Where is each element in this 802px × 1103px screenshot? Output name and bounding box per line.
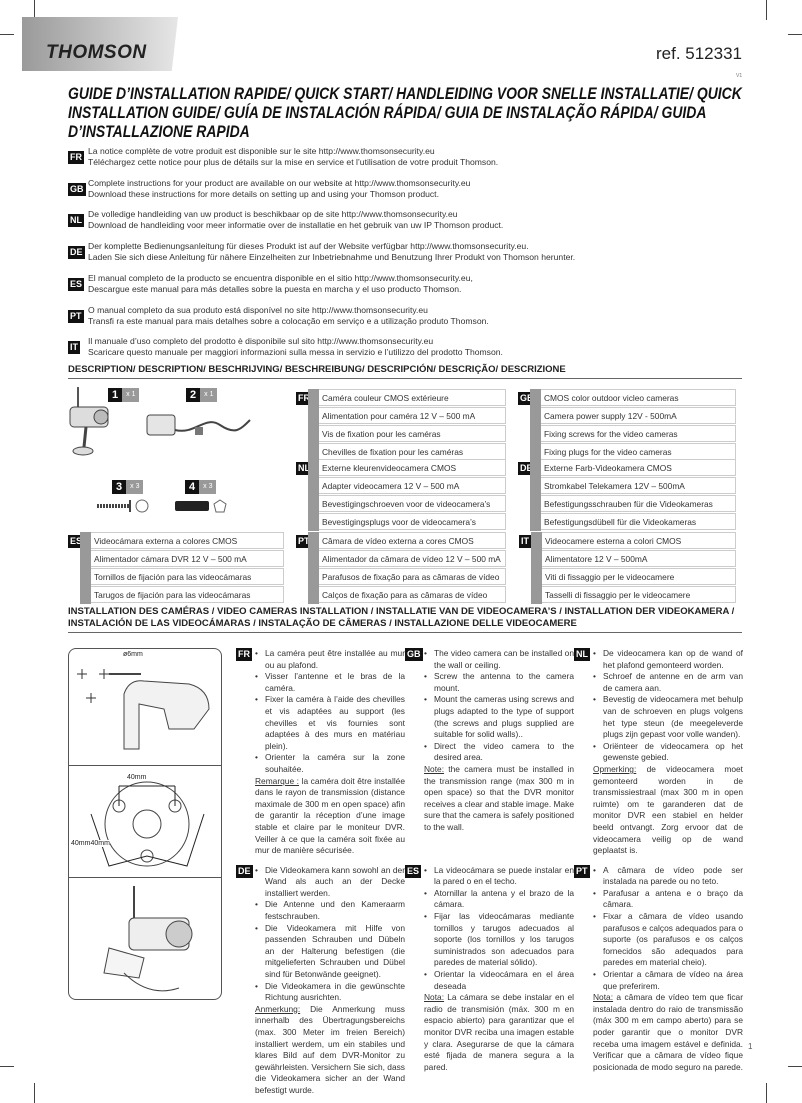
page-title: GUIDE D’INSTALLATION RAPIDE/ QUICK START/ HANDLEIDING VOOR SNELLE INSTALLATIE/ QUICK INSTALLATION GUIDE/ GUÍA DE INSTALACIÓN RÁPIDA/ GUIA DE INSTALAÇÃO RÁPIDA/ GUIDA D’INSTALLAZIONE RAPIDA — [68, 84, 742, 141]
instruction-step: • Orienter la caméra sur la zone souhaitée. — [255, 752, 405, 775]
item-label: Tasselli di fissaggio per le videocamere — [545, 590, 691, 600]
intro-line-1: De volledige handleiding van uw product is beschikbaar op de site http://www.thomsonsecurity.eu — [88, 209, 458, 220]
instruction-step: • Oriënteer de videocamera op het gewenste gebied. — [593, 741, 743, 764]
language-badge: IT — [70, 342, 78, 353]
intro-gb — [68, 178, 470, 200]
description-table-pt — [296, 532, 506, 604]
intro-pt — [68, 305, 489, 327]
note-text: Die Anmerkung muss innerhalb des Übertragungsbereichs (max. 300 Meter im freien Bereich) installiert werdem, um ein stabiles und klares Bild auf dem DVR-Monitor zu gewährleisten. Versichern Sie sich, dass die Videokamera sicher an der Wand befestigt wurde. — [255, 1003, 405, 1095]
crop-mark — [788, 1066, 802, 1067]
product-3-label — [112, 480, 143, 494]
drilling-panel — [69, 649, 221, 766]
intro-line-1: La notice complète de votre produit est disponible sur le site http://www.thomsonsecurity.eu — [88, 146, 435, 156]
installation-heading: INSTALLATION DES CAMÉRAS / VIDEO CAMERAS INSTALLATION / INSTALLATIE VAN DE VIDEOCAMERA’S / INSTALLATION DER VIDEOKAMERA / INSTALACIÓN DE LAS VIDEOCÁMARAS / INSTALAÇÃO DE CÂMERAS / INSTALLAZIONE DELLE VIDEOCAMERE — [68, 606, 742, 633]
instructions-gb — [405, 648, 574, 857]
intro-line-2: Transfi ra este manual para mais detalhes sobre a colocação em serviço e a utilização produto Thomson. — [88, 315, 489, 326]
instructions-de — [236, 865, 405, 1097]
crop-mark — [766, 0, 767, 20]
table-row — [542, 532, 736, 549]
spacing-label-2: 40mm40mm — [71, 840, 110, 847]
description-table-de — [518, 459, 736, 531]
table-row — [541, 443, 736, 460]
installation-illustration — [68, 648, 222, 1000]
note-label: Opmerking: — [593, 763, 637, 774]
instructions-nl — [574, 648, 743, 857]
table-row — [91, 550, 284, 567]
crop-mark — [34, 1083, 35, 1103]
item-label: Parafusos de fixação para as câmaras de vídeo — [322, 572, 500, 582]
item-label: Bevestigingsplugs voor de videocamera’s — [322, 517, 476, 527]
wall-plug-illustration — [173, 498, 233, 514]
item-label: Externe kleurenvideocamera CMOS — [322, 463, 457, 473]
note-text: a câmara de vídeo tem que ficar instalada dentro do raio de transmissão (máx 300 m em campo aberto) para se poder garantir que o monitor DVR receba uma imagem estável e definida. Verificar que a câmara de vídeo fique posicionada de modo seguro na parede. — [593, 992, 743, 1072]
instruction-step: • Fixer la caméra à l’aide des chevilles et vis adaptées au support (les chevilles et vis fournies sont adaptées à des murs en matériau plein). — [255, 694, 405, 752]
instruction-step: • Orientar a câmara de vídeo na área que preferirem. — [593, 969, 743, 992]
language-badge: PT — [576, 865, 588, 876]
table-row — [319, 568, 506, 585]
intro-line-2: Laden Sie sich diese Anleitung für nähere Einzelheiten zur Inbetriebnahme und Benutzung Ihrer Produkt von Thomson herunter. — [88, 252, 576, 263]
instructions-pt — [574, 865, 743, 1097]
item-label: Fixing plugs for the video cameras — [544, 447, 672, 457]
table-row — [319, 407, 506, 424]
intro-line-2: Téléchargez cette notice pour plus de détails sur la mise en service et l’utilisation de votre produit Thomson. — [88, 157, 499, 167]
language-badge: PT — [70, 310, 82, 321]
table-row — [319, 425, 506, 442]
product-2-label — [186, 388, 217, 402]
intro-es — [68, 273, 473, 295]
table-row — [319, 477, 506, 494]
item-label: Videocámara externa a colores CMOS — [94, 536, 238, 546]
table-row — [541, 495, 736, 512]
language-badge: GB — [407, 649, 421, 659]
item-label: Tornillos de fijación para las videocámaras — [94, 572, 252, 582]
description-table-it — [519, 532, 736, 604]
table-row — [542, 550, 736, 567]
spacing-label: 40mm — [127, 774, 147, 781]
language-badge: FR — [298, 393, 310, 403]
reference-number: ref. 512331 — [655, 44, 742, 63]
crop-mark — [0, 1066, 14, 1067]
instructions-fr — [236, 648, 405, 857]
table-row — [541, 459, 736, 476]
intro-nl — [68, 209, 503, 231]
item-label: Externe Farb-Videokamera CMOS — [544, 463, 672, 473]
instruction-step: • Orientar la videocámara en el área deseada — [424, 969, 574, 992]
instruction-step: • Schroef de antenne en de arm van de camera aan. — [593, 671, 743, 694]
description-table-fr — [296, 389, 506, 461]
table-row — [541, 389, 736, 406]
item-label: Alimentador cámara DVR 12 V – 500 mA — [94, 554, 247, 564]
table-row — [541, 425, 736, 442]
intro-line-1: O manual completo da sua produto está disponível no site http://www.thomsonsecurity.eu — [88, 304, 428, 315]
language-badge: ES — [407, 865, 420, 876]
installation-note — [255, 776, 405, 857]
table-row — [319, 459, 506, 476]
note-label: Remarque : — [255, 775, 300, 786]
description-heading: DESCRIPTION/ DESCRIPTION/ BESCHRIJVING/ BESCHREIBUNG/ DESCRIPCIÓN/ DESCRIÇÃO/ DESCRIZIONE — [68, 364, 742, 379]
page-number: 1 — [748, 1042, 753, 1051]
table-row — [541, 407, 736, 424]
language-badge: NL — [70, 215, 82, 226]
table-row — [319, 586, 506, 603]
note-label: Anmerkung: — [255, 1003, 301, 1014]
item-label: Bevestigingschroeven voor de videocamera’s — [322, 499, 491, 509]
instruction-step: • Die Videokamera kann sowohl an der Wand als auch an der Decke installiert werden. — [255, 865, 405, 900]
language-badge: NL — [576, 649, 588, 659]
language-badge: NL — [298, 463, 310, 473]
intro-line-2: Download these instructions for more details on setting up and using your Thomson product. — [88, 188, 439, 199]
item-label: Alimentador da câmara de vídeo 12 V – 500 mA — [322, 554, 501, 564]
camera-mounting-panel — [69, 878, 221, 1000]
note-text: de videocamera moet gemonteerd worden in de transmissiestraal (max 300 m in open ruimte) om te garanderen dat de monitor DVR een stabiel en helder beeld ontvangt. Zorg ervoor dat de videocamera veilig op de wand geplaatst is. — [593, 763, 743, 856]
language-badge: DE — [520, 463, 533, 473]
language-badge: DE — [238, 865, 251, 876]
intro-line-1: El manual completo de la producto se encuentra disponible en el sitio http://www.thomsonsecurity.eu, — [88, 272, 473, 283]
table-row — [542, 568, 736, 585]
product-number: 2 — [186, 388, 200, 402]
intro-fr — [68, 146, 498, 168]
instruction-step: • Die Antenne und den Kameraarm festschrauben. — [255, 899, 405, 922]
intro-line-1: Il manuale d’uso completo del prodotto è disponibile sul sito http://www.thomsonsecurity.eu — [88, 336, 434, 347]
installation-note — [593, 992, 743, 1073]
item-label: Camera power supply 12V - 500mA — [544, 411, 677, 421]
item-label: Caméra couleur CMOS extérieure — [322, 393, 449, 403]
table-row — [541, 477, 736, 494]
note-label: Nota: — [593, 992, 614, 1003]
product-number: 3 — [112, 480, 126, 494]
table-row — [91, 568, 284, 585]
language-badge: ES — [70, 536, 83, 546]
item-label: Alimentation pour caméra 12 V – 500 mA — [322, 411, 476, 421]
language-badge: GB — [520, 393, 534, 403]
item-label: Adapter videocamera 12 V – 500 mA — [322, 481, 460, 491]
instruction-step: • Atornillar la antena y el brazo de la cámara. — [424, 888, 574, 911]
table-row — [319, 389, 506, 406]
product-qty: x 1 — [122, 388, 139, 402]
item-label: Stromkabel Telekamera 12V – 500mA — [544, 481, 685, 491]
table-row — [319, 495, 506, 512]
mount-dimensions-panel — [69, 766, 221, 878]
item-label: Viti di fissaggio per le videocamere — [545, 572, 675, 582]
camera-mounting-icon — [69, 878, 222, 1000]
installation-note — [424, 764, 574, 834]
table-row — [319, 550, 506, 567]
instruction-step: • Visser l’antenne et le bras de la caméra. — [255, 671, 405, 694]
note-text: La cámara se debe instalar en el radio de transmisión (máx. 300 m en espacio abierto) para garantizar que el monitor DVR reciba una imagen estable y clara. Asegurarse de que la cámara esté fijada de manera segura a la pared. — [424, 992, 574, 1072]
product-qty: x 1 — [200, 388, 217, 402]
product-4-label — [185, 480, 216, 494]
language-badge: ES — [70, 278, 83, 289]
intro-it — [68, 336, 503, 358]
table-row — [319, 443, 506, 460]
product-1-label — [108, 388, 139, 402]
instruction-step: • De videocamera kan op de wand of het plafond gemonteerd worden. — [593, 648, 743, 671]
instruction-step: • A câmara de vídeo pode ser instalada na parede ou no teto. — [593, 865, 743, 888]
item-label: Calços de fixação para as câmaras de vídeo — [322, 590, 488, 600]
item-label: CMOS color outdoor vicleo cameras — [544, 393, 679, 403]
item-label: Vis de fixation pour les caméras — [322, 429, 441, 439]
intro-de — [68, 241, 575, 263]
table-row — [319, 513, 506, 530]
note-text: la caméra doit être installée dans le rayon de transmission (distance maximale de 300 m en open space) afin de garantir la réception d’une image stable et claire par le moniteur DVR. Veiller à ce que la caméra soit fixée au mur de manière sécurisée. — [255, 775, 405, 856]
note-label: Note: — [424, 763, 445, 774]
language-badge: IT — [521, 536, 529, 546]
instruction-step: • Fijar las videocámaras mediante tornillos y tarugos adecuados al soporte (los tornillos y los tarugos suministrados son adecuados para paredes de material sólido). — [424, 911, 574, 969]
instruction-step: • Fixar a câmara de vídeo usando parafusos e calços adequados para o suporte (os parafusos e os calços fornecidos são adequados para paredes em material cheio). — [593, 911, 743, 969]
screw-illustration — [95, 498, 155, 514]
table-row — [319, 532, 506, 549]
intro-line-1: Der komplette Bedienungsanleitung für dieses Produkt ist auf der Website verfügbar http://www.thomsonsecurity.eu. — [88, 241, 529, 252]
description-table-nl — [296, 459, 506, 531]
instructions-es — [405, 865, 574, 1097]
instruction-step: • Die Videokamera mit Hilfe von passenden Schrauben und Dübeln an der Halterung befestigen (die mitgelieferten Schrauben und Dübel sind für Betonwände geeignet). — [255, 923, 405, 981]
instruction-step: • The video camera can be installed on the wall or ceiling. — [424, 648, 574, 671]
product-number: 1 — [108, 388, 122, 402]
mount-base-diagram — [69, 766, 222, 878]
table-row — [91, 532, 284, 549]
version-label: V1 — [736, 73, 743, 79]
intro-line-2: Download de handleiding voor meer informatie over de installatie en het gebruik van uw IP Thomson product. — [88, 220, 504, 231]
intro-line-2: Scaricare questo manuale per maggiori informazioni sulla messa in servizio e l’utilizzo del prodotto Thomson. — [88, 347, 503, 358]
installation-note — [255, 1004, 405, 1097]
installation-instructions — [236, 648, 743, 1097]
drill-size-label: ø6mm — [123, 651, 143, 658]
instruction-step: • La videocámara se puede instalar en la pared o en el techo. — [424, 865, 574, 888]
product-number: 4 — [185, 480, 199, 494]
intro-line-1: Complete instructions for your product are available on our website at http://www.thomsonsecurity.eu — [88, 177, 471, 188]
crop-mark — [788, 34, 802, 35]
table-row — [542, 586, 736, 603]
instruction-step: • Mount the cameras using screws and plugs adapted to the type of support (the screws and plugs supplied are suitable for solid walls).. — [424, 694, 574, 740]
crop-mark — [766, 1083, 767, 1103]
language-badge: GB — [70, 183, 84, 194]
item-label: Befestigungsschrauben für die Videokameras — [544, 499, 713, 509]
language-badge: FR — [70, 152, 82, 162]
drill-icon — [69, 659, 222, 764]
item-label: Chevilles de fixation pour les caméras — [322, 447, 464, 457]
instruction-step: • Die Videokamera in die gewünschte Richtung ausrichten. — [255, 981, 405, 1004]
description-table-gb — [518, 389, 736, 461]
item-label: Alimentatore 12 V – 500mA — [545, 554, 648, 564]
item-label: Befestigungsdübell für die Videokameras — [544, 517, 697, 527]
item-label: Fixing screws for the video cameras — [544, 429, 678, 439]
language-badge: DE — [70, 247, 83, 258]
item-label: Tarugos de fijación para las videocámaras — [94, 590, 251, 600]
brand-logo: THOMSON — [46, 42, 147, 63]
intro-line-2: Descargue este manual para más detalles sobre la puesta en marcha y el uso producto Thomson. — [88, 283, 462, 294]
note-label: Nota: — [424, 992, 445, 1003]
item-label: Câmara de vídeo externa a cores CMOS — [322, 536, 474, 546]
instruction-step: • Direct the video camera to the desired area. — [424, 741, 574, 764]
crop-mark — [0, 34, 14, 35]
language-badge: FR — [238, 649, 250, 659]
power-adapter-illustration — [145, 405, 255, 445]
description-table-es — [68, 532, 284, 604]
product-qty: x 3 — [126, 480, 143, 494]
instruction-step: • Screw the antenna to the camera mount. — [424, 671, 574, 694]
installation-note — [593, 764, 743, 857]
instruction-step: • Bevestig de videocamera met behulp van de schroeven en plugs volgens het type steun (de meegeleverde plugs zijn gepast voor volle wanden). — [593, 694, 743, 740]
item-label: Videocamere esterna a colori CMOS — [545, 536, 682, 546]
note-text: the camera must be installed in the transmission range (max 300 m in open space) so that the DVR monitor receives a clear and stable image. Make sure that the camera is safely positioned to the wall. — [424, 763, 574, 832]
language-badge: PT — [298, 536, 310, 546]
instruction-step: • Parafusar a antena e o braço da câmara. — [593, 888, 743, 911]
table-row — [91, 586, 284, 603]
product-qty: x 3 — [199, 480, 216, 494]
installation-note — [424, 992, 574, 1073]
table-row — [541, 513, 736, 530]
instruction-step: • La caméra peut être installée au mur ou au plafond. — [255, 648, 405, 671]
